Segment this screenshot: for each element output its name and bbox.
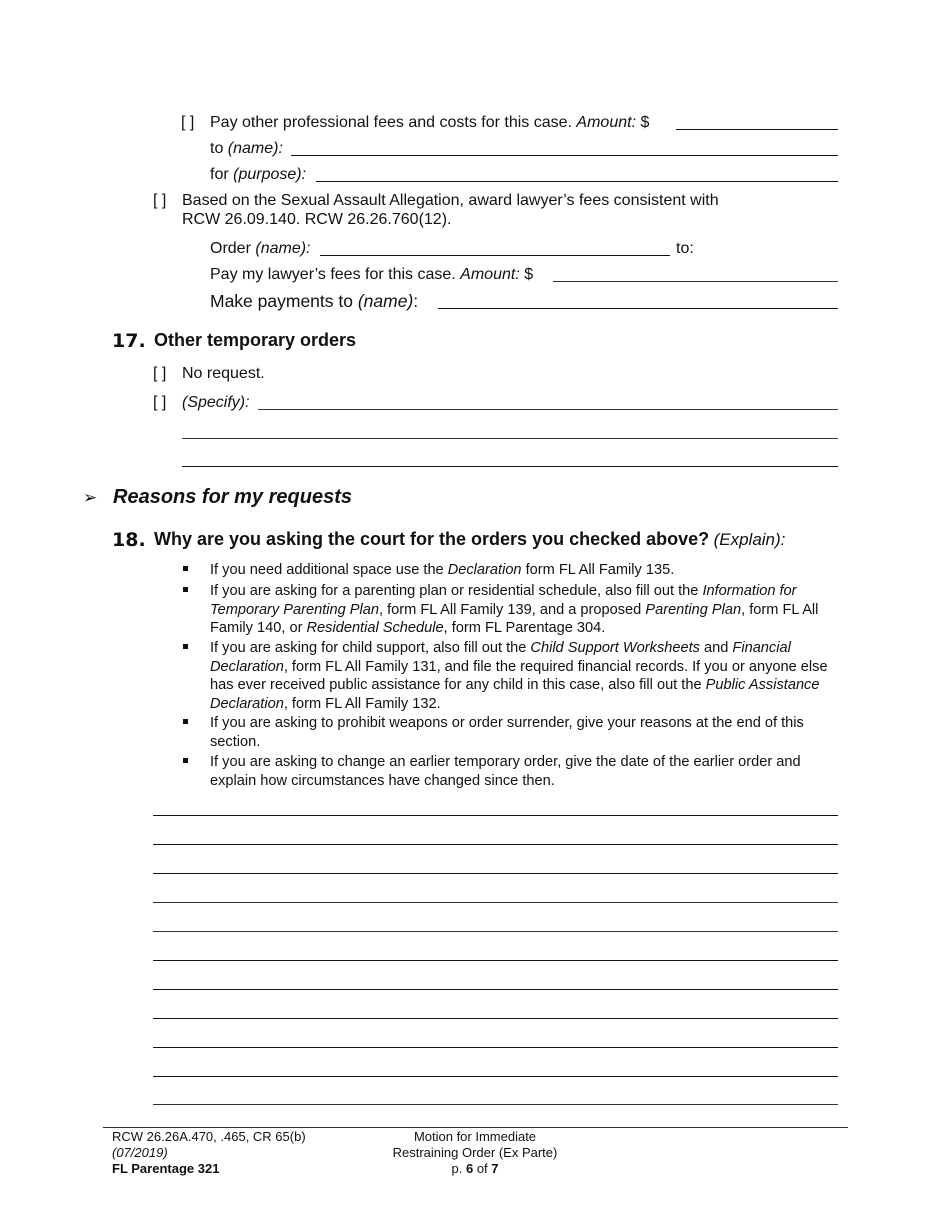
name-label: (name) — [357, 291, 414, 311]
specify-field-line-2[interactable] — [182, 438, 838, 439]
explanation-line[interactable] — [153, 1076, 838, 1077]
explanation-line[interactable] — [153, 815, 838, 816]
footer-divider — [103, 1127, 848, 1128]
section-18-title: Why are you asking the court for the orders you checked above? — [154, 529, 710, 549]
checkbox-no-request[interactable]: [ ] — [153, 365, 167, 382]
order-name-label — [210, 239, 310, 259]
make-payments-text: Make payments to — [210, 291, 353, 311]
bullet-icon — [183, 566, 188, 571]
name-label: (name): — [227, 140, 283, 157]
checkbox-professional-fees[interactable]: [ ] — [181, 114, 195, 131]
make-payments-name-field[interactable] — [438, 308, 838, 309]
explanation-line[interactable] — [153, 989, 838, 990]
to-name-label — [210, 139, 283, 159]
dollar-sign: $ — [640, 114, 650, 131]
instruction-child-support: If you are asking for child support, also fill out the Child Support Worksheets and Financial Declaration, form FL All Family 131, and file the required financial records. If you or anyone else has ever received public assistance for any child in this case, also fill out the Public Assistance Declaration, form FL All Family 132. — [210, 640, 828, 712]
sexual-assault-text-2: RCW 26.09.140. RCW 26.26.760(12). — [182, 211, 452, 228]
section-18-number: 18. — [112, 529, 146, 551]
dollar-sign: $ — [524, 266, 534, 283]
explanation-line[interactable] — [153, 960, 838, 961]
name-label: (name): — [255, 240, 311, 257]
bullet-icon — [183, 644, 188, 649]
colon: : — [413, 291, 419, 311]
explanation-line[interactable] — [153, 1047, 838, 1048]
footer-left — [112, 1129, 306, 1177]
lawyer-fees-amount-field[interactable] — [553, 281, 838, 282]
footer-form-id: FL Parentage 321 — [112, 1161, 220, 1176]
amount-label: Amount: — [576, 114, 637, 131]
arrow-bullet-icon: ➢ — [83, 488, 98, 507]
checkbox-sexual-assault-fees[interactable]: [ ] — [153, 192, 167, 209]
no-request-label: No request. — [182, 365, 265, 382]
amount-label: Amount: — [460, 266, 520, 283]
specify-label: (Specify): — [182, 394, 250, 411]
explanation-line[interactable] — [153, 873, 838, 874]
pay-lawyer-fees-label — [210, 265, 533, 285]
order-label: Order — [210, 240, 251, 257]
footer-date: (07/2019) — [112, 1145, 168, 1160]
checkbox-specify[interactable]: [ ] — [153, 394, 167, 411]
professional-fees-label — [210, 113, 649, 133]
section-17-number: 17. — [112, 330, 146, 352]
section-18-heading — [154, 529, 785, 550]
order-name-field[interactable] — [320, 255, 670, 256]
professional-fees-amount-field[interactable] — [676, 129, 838, 130]
bullet-icon — [183, 587, 188, 592]
section-17-title: Other temporary orders — [154, 330, 357, 350]
specify-field[interactable] — [258, 409, 838, 410]
footer-center — [360, 1129, 590, 1177]
explanation-line[interactable] — [153, 1104, 838, 1105]
to-label: to — [210, 140, 224, 157]
instruction-change-order: If you are asking to change an earlier temporary order, give the date of the earlier order and explain how circumstances have changed since then. — [210, 754, 801, 789]
explanation-line[interactable] — [153, 902, 838, 903]
for-label: for — [210, 166, 229, 183]
bullet-icon — [183, 758, 188, 763]
instruction-parenting-plan: If you are asking for a parenting plan or residential schedule, also fill out the Information for Temporary Parenting Plan, form FL All Family 139, and a proposed Parenting Plan, form FL All Family 140, or Residential Schedule, form FL Parentage 304. — [210, 583, 819, 636]
explain-label: (Explain): — [713, 530, 786, 549]
footer-rcw: RCW 26.26A.470, .465, CR 65(b) — [112, 1129, 306, 1144]
pay-lawyer-fees-text: Pay my lawyer’s fees for this case. — [210, 266, 456, 283]
instruction-weapons: If you are asking to prohibit weapons or order surrender, give your reasons at the end of this section. — [210, 715, 804, 750]
footer-form-title-2: Restraining Order (Ex Parte) — [392, 1145, 558, 1160]
purpose-label: (purpose): — [233, 166, 307, 183]
footer-form-title-1: Motion for Immediate — [413, 1129, 537, 1144]
make-payments-label — [210, 290, 418, 312]
explanation-line[interactable] — [153, 931, 838, 932]
footer-page-number: p. 6 of 7 — [451, 1161, 499, 1176]
professional-fees-purpose-field[interactable] — [316, 181, 838, 182]
professional-fees-text: Pay other professional fees and costs for this case. — [210, 114, 572, 131]
explanation-line[interactable] — [153, 1018, 838, 1019]
to-label: to: — [676, 240, 694, 257]
for-purpose-label — [210, 165, 306, 185]
sexual-assault-text-1: Based on the Sexual Assault Allegation, award lawyer’s fees consistent with — [182, 192, 719, 209]
reasons-heading: Reasons for my requests — [113, 486, 352, 508]
specify-field-line-3[interactable] — [182, 466, 838, 467]
explanation-line[interactable] — [153, 844, 838, 845]
bullet-icon — [183, 719, 188, 724]
professional-fees-to-name-field[interactable] — [291, 155, 838, 156]
instruction-declaration: If you need additional space use the Declaration form FL All Family 135. — [210, 562, 675, 578]
